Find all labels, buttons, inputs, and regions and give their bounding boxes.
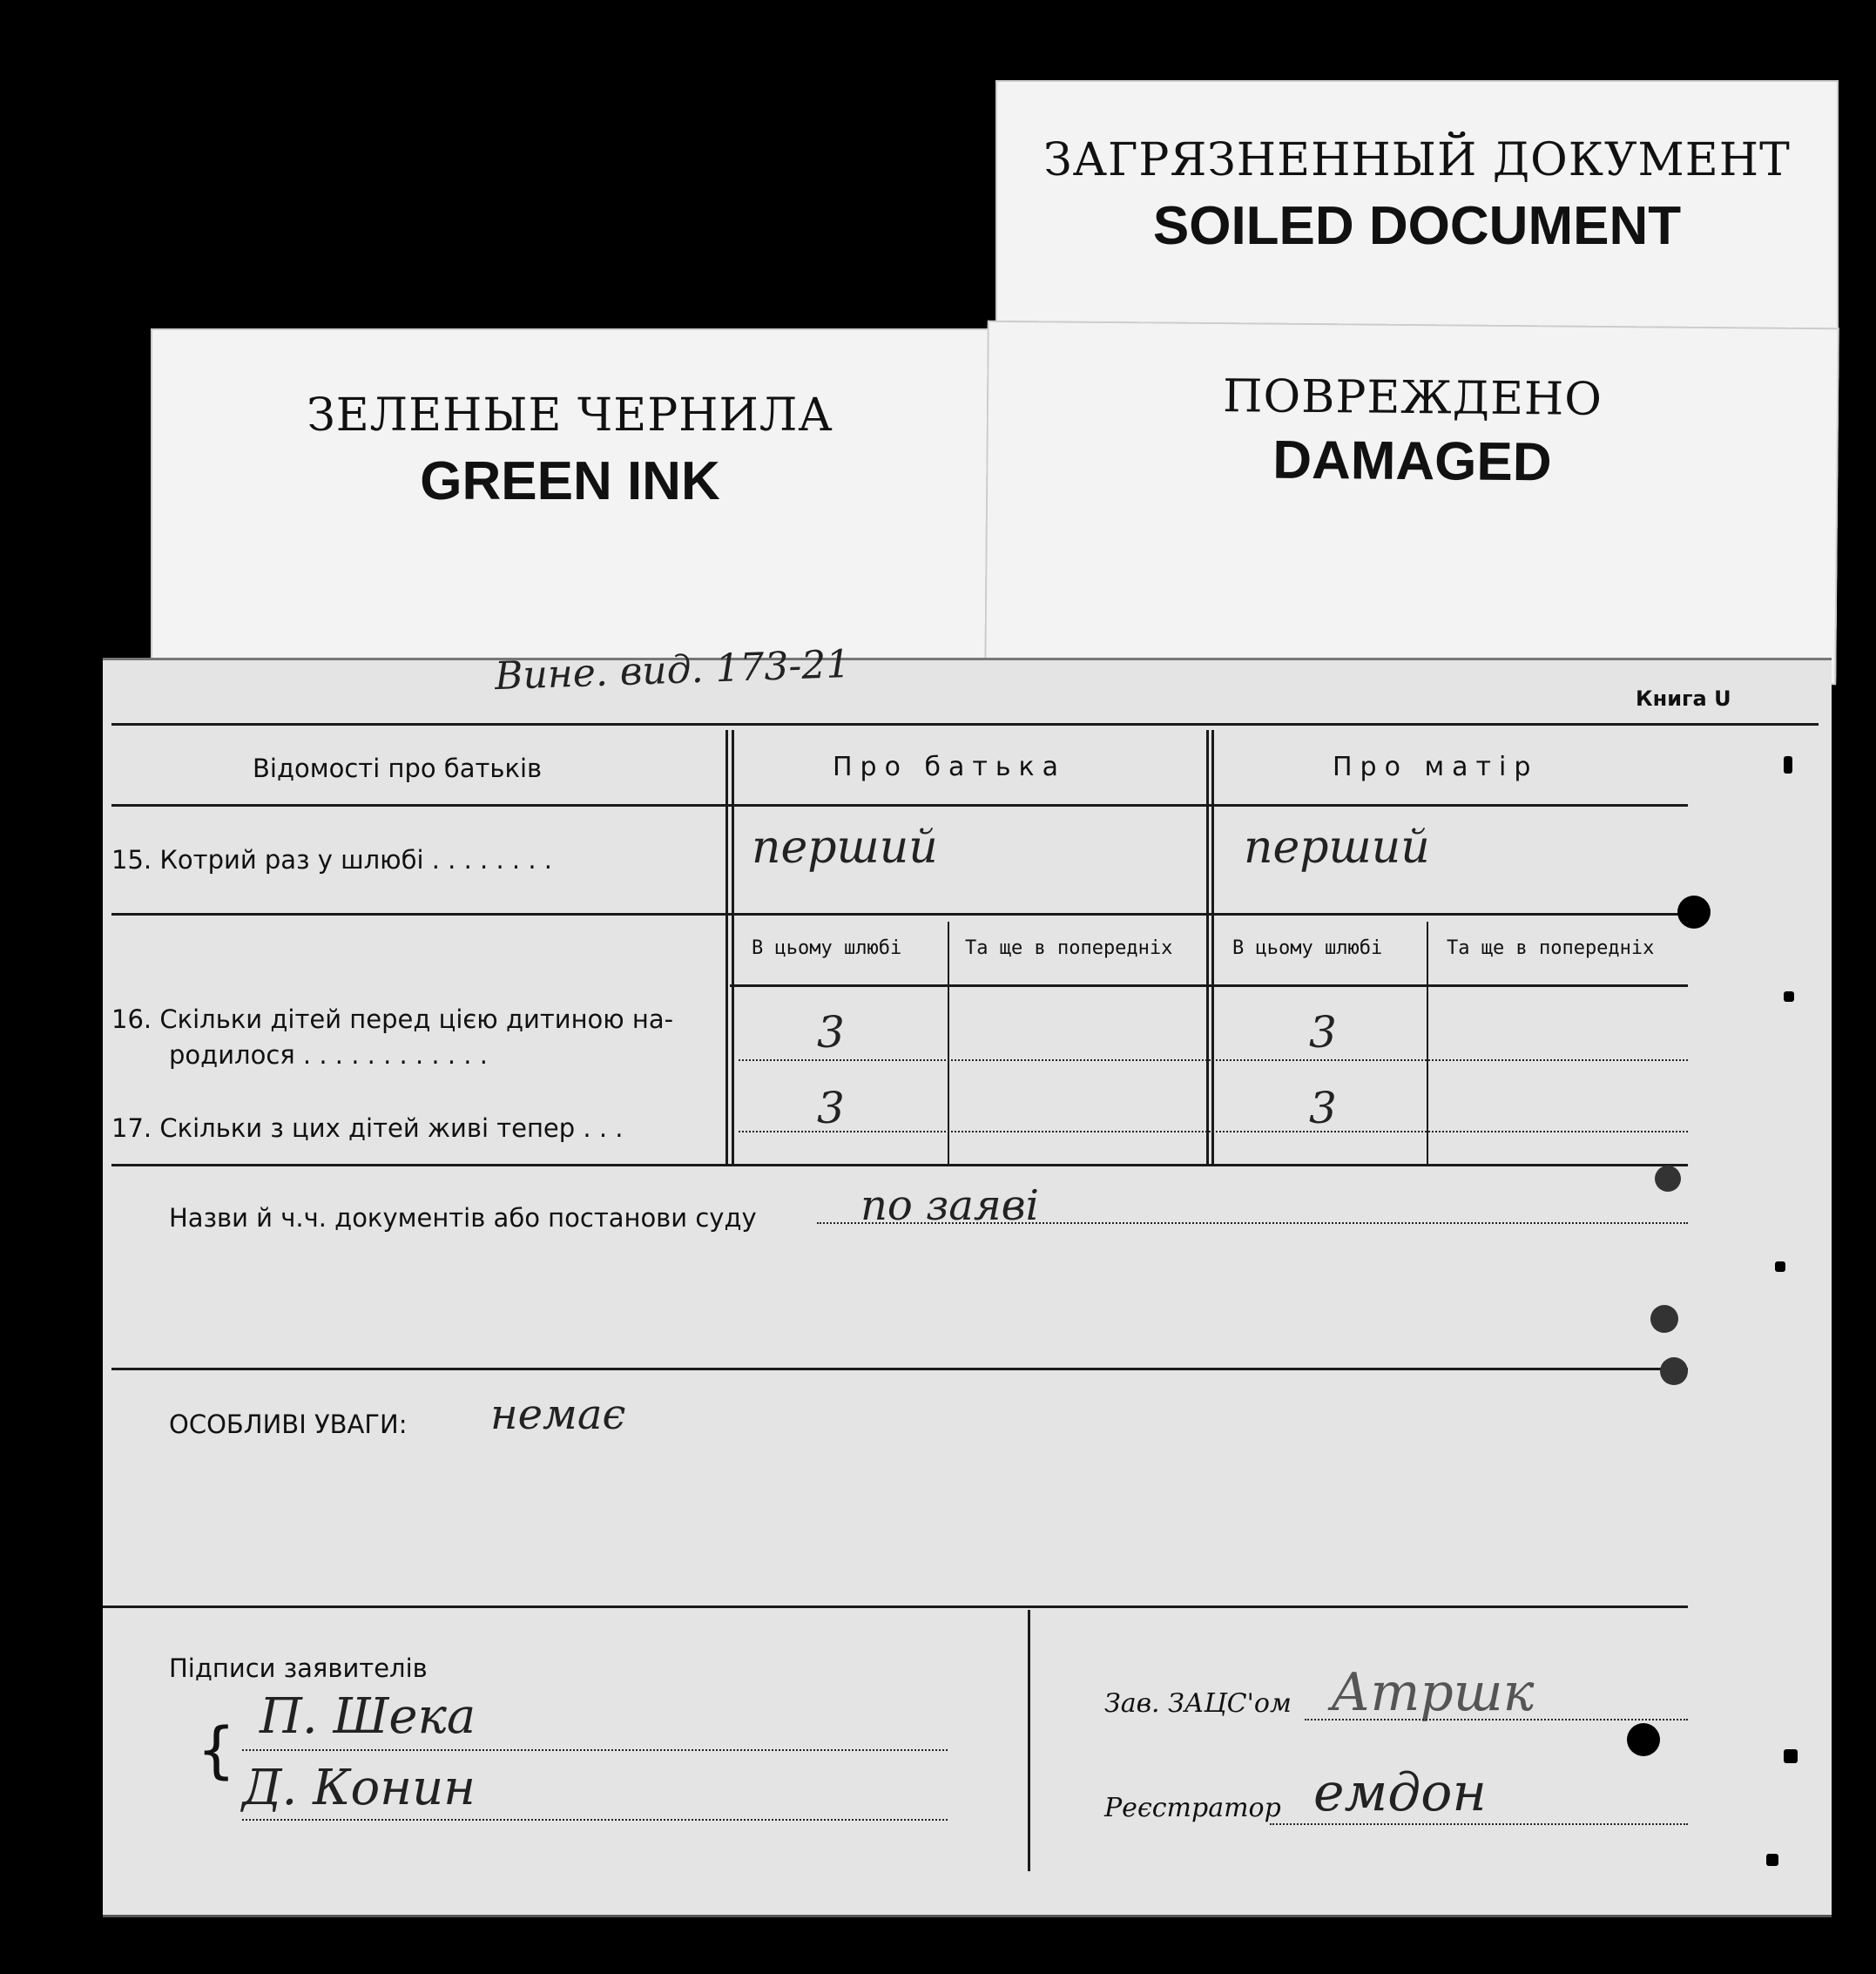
mother-previous-header: Та ще в попередніх bbox=[1447, 937, 1655, 959]
row16-label-line2: родилося . . . . . . . . . . . . bbox=[169, 1040, 488, 1070]
applicant-signature-2-rule bbox=[242, 1819, 948, 1821]
punch-hole bbox=[1660, 1357, 1688, 1385]
soiled-label-ru: ЗАГРЯЗНЕННЫЙ ДОКУМЕНТ bbox=[1043, 134, 1791, 186]
speck bbox=[1766, 1854, 1778, 1866]
speck bbox=[1784, 1749, 1798, 1763]
documents-label: Назви й ч.ч. документів або постанови суду bbox=[169, 1203, 757, 1233]
head-signature-rule bbox=[1305, 1719, 1688, 1720]
damaged-label-en: DAMAGED bbox=[1272, 429, 1552, 493]
remarks-value: немає bbox=[490, 1390, 626, 1439]
header-about-father: Про батька bbox=[833, 752, 1067, 782]
speck bbox=[1784, 756, 1792, 774]
row17-label: 17. Скільки з цих дітей живі тепер . . . bbox=[111, 1113, 624, 1143]
remarks-bottom-rule bbox=[103, 1606, 1688, 1608]
row17-mother-value: 3 bbox=[1309, 1083, 1337, 1133]
row17-dotted-rule bbox=[739, 1131, 1688, 1132]
documents-value: по заяві bbox=[860, 1181, 1039, 1230]
col-divider-father-sub bbox=[948, 922, 949, 1166]
row15-father-value: перший bbox=[752, 821, 938, 874]
row17-father-value: 3 bbox=[817, 1083, 845, 1133]
row17-bottom-rule bbox=[111, 1164, 1688, 1166]
col-divider-2 bbox=[1206, 730, 1209, 1166]
father-previous-header: Та ще в попередніх bbox=[965, 937, 1173, 959]
signature-column-divider bbox=[1028, 1610, 1030, 1871]
father-this-marriage-header: В цьому шлюбі bbox=[752, 937, 902, 959]
col-divider-mother-sub bbox=[1427, 922, 1428, 1166]
punch-hole bbox=[1627, 1723, 1660, 1756]
row16-father-value: 3 bbox=[817, 1007, 845, 1058]
green-ink-label-en: GREEN INK bbox=[420, 451, 720, 511]
registry-form bbox=[103, 641, 1832, 1917]
book-label: Книга U bbox=[1636, 686, 1731, 711]
green-ink-card bbox=[151, 328, 989, 677]
subheader-bottom-rule bbox=[730, 984, 1688, 987]
applicant-signature-2: Д. Конин bbox=[242, 1760, 476, 1816]
header-top-rule bbox=[111, 723, 1819, 726]
row16-label-line1: 16. Скільки дітей перед цією дитиною на- bbox=[111, 1004, 674, 1034]
applicant-signature-1: П. Шека bbox=[260, 1688, 476, 1745]
header-bottom-rule bbox=[111, 804, 1688, 807]
head-of-registry-label: Зав. ЗАЦС'ом bbox=[1104, 1688, 1292, 1719]
col-divider-1 bbox=[725, 730, 728, 1166]
header-parents-info: Відомості про батьків bbox=[253, 754, 543, 783]
speck bbox=[1784, 991, 1794, 1002]
documents-bottom-rule bbox=[111, 1368, 1688, 1370]
row15-label: 15. Котрий раз у шлюбі . . . . . . . . bbox=[111, 845, 552, 875]
registrar-signature: емдон bbox=[1313, 1762, 1487, 1823]
damaged-label-ru: ПОВРЕЖДЕНО bbox=[1222, 370, 1603, 426]
green-ink-label-ru: ЗЕЛЕНЫЕ ЧЕРНИЛА bbox=[307, 389, 833, 442]
remarks-label: ОСОБЛИВІ УВАГИ: bbox=[169, 1410, 408, 1439]
applicant-signature-1-rule bbox=[242, 1749, 948, 1751]
registrar-label: Реєстратор bbox=[1104, 1793, 1281, 1823]
signature-bracket: { bbox=[197, 1714, 236, 1786]
punch-hole bbox=[1650, 1305, 1678, 1333]
signatures-label: Підписи заявителів bbox=[169, 1653, 428, 1683]
row15-bottom-rule bbox=[111, 913, 1688, 916]
col-divider-2b bbox=[1211, 730, 1214, 1166]
documents-dotted-rule bbox=[817, 1222, 1688, 1224]
row15-mother-value: перший bbox=[1244, 821, 1430, 874]
top-handwritten-note: Вине. вид. 173-21 bbox=[494, 641, 852, 700]
header-about-mother: Про матір bbox=[1333, 752, 1539, 782]
row16-dotted-rule bbox=[739, 1059, 1688, 1061]
punch-hole bbox=[1655, 1166, 1681, 1192]
registrar-signature-rule bbox=[1270, 1823, 1688, 1825]
mother-this-marriage-header: В цьому шлюбі bbox=[1232, 937, 1383, 959]
damaged-card bbox=[984, 321, 1839, 686]
col-divider-1b bbox=[732, 730, 734, 1166]
speck bbox=[1775, 1261, 1785, 1272]
soiled-label-en: SOILED DOCUMENT bbox=[1152, 196, 1682, 256]
head-of-registry-signature: Атршк bbox=[1331, 1662, 1535, 1723]
row16-mother-value: 3 bbox=[1309, 1007, 1337, 1058]
punch-hole bbox=[1677, 896, 1711, 929]
